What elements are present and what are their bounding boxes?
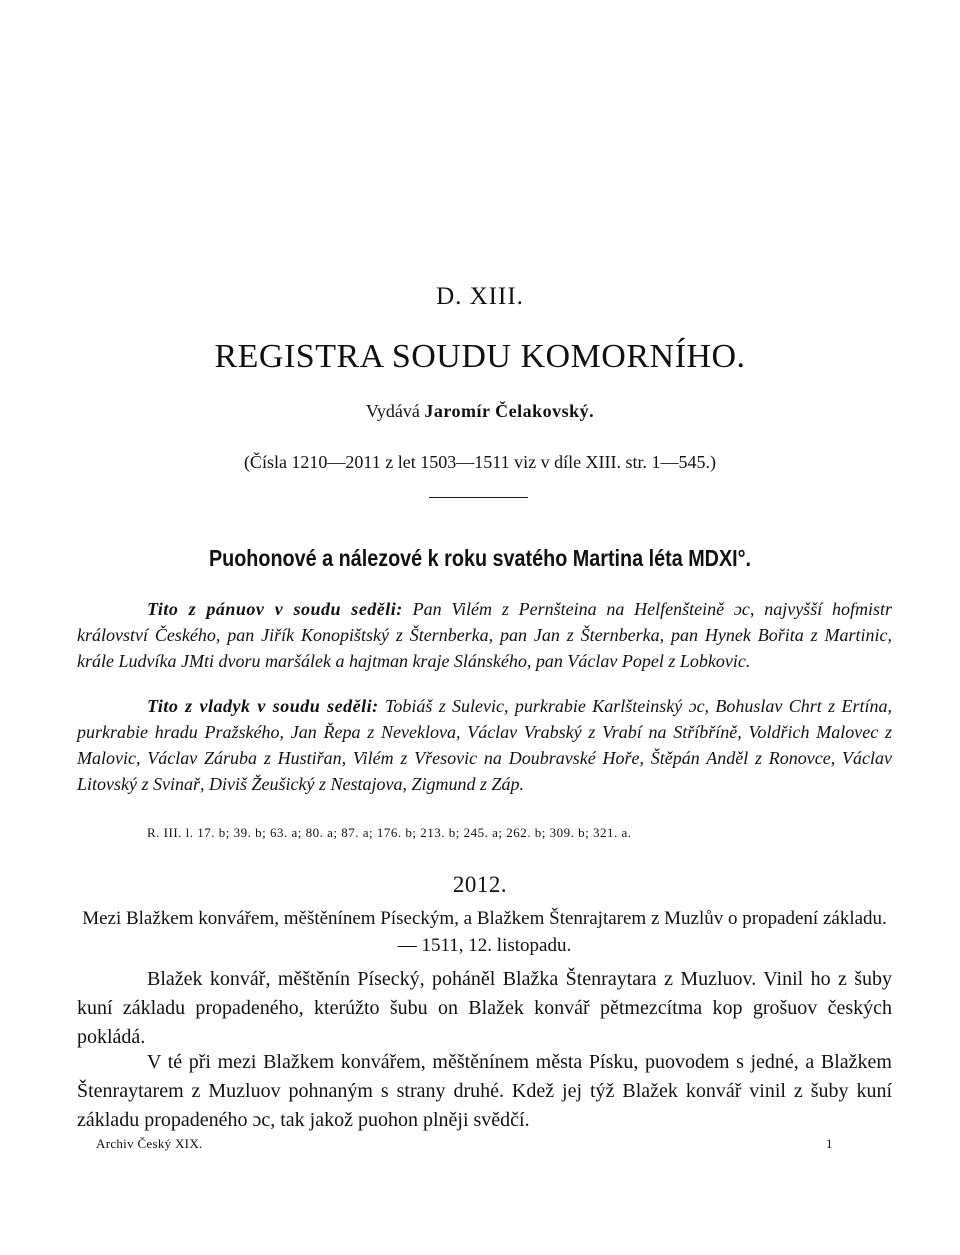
page-title: REGISTRA SOUDU KOMORNÍHO. xyxy=(214,338,746,375)
knights-list: Tobiáš z Sulevic, purkrabie Karlšteinský ɔc, Bohuslav Chrt z Ertína, purkrabie hradu Pražského, Jan Řepa z Neveklova, Václav Vrabský z Vrabí na Stříbříně, Voldřich Malovec z Malovic, Václav Záruba z Hustiřan, Vilém z Vřesovic na Doubravské Hoře, Štěpán Anděl z Ronovce, Václav Litovský z Svinař, Diviš Žeušický z Nestajova, Zigmund z Záp. xyxy=(77,696,893,794)
lords-paragraph xyxy=(77,596,892,674)
volume-scope-note: (Čísla 1210—2011 z let 1503—1511 viz v díle XIII. str. 1—545.) xyxy=(243,452,717,472)
entry-number: 2012. xyxy=(452,872,508,897)
page-number: 1 xyxy=(826,1136,833,1151)
entry-paragraph-2: V té při mezi Blažkem konvářem, měštěnínem města Písku, puovodem s jedné, a Blažkem Štenraytarem z Muzluov pohnaným s strany druhé. Kdež jej týž Blažek konvář vinil z šuby kuní základu propadeného ɔc, tak jakož puohon plněji svědčí. xyxy=(77,1051,892,1131)
document-number: D. XIII. xyxy=(436,283,524,310)
lords-list: Pan Vilém z Pernšteina na Helfenšteině ɔc, najvyšší hofmistr království Českého, pan Jiřík Konopištský z Šternberka, pan Jan z Šternberka, pan Hynek Bořita z Martinic, krále Ludvíka JMti dvoru maršálek a hajtman kraje Slánského, pan Václav Popel z Lobkovic. xyxy=(77,599,892,671)
knights-lead: Tito z vladyk v soudu seděli: xyxy=(147,696,379,716)
entry-regest: Mezi Blažkem konvářem, měštěnínem Píseckým, a Blažkem Štenrajtarem z Muzlův o propadení základu. — 1511, 12. listopadu. xyxy=(82,908,887,956)
register-references: R. III. l. 17. b; 39. b; 63. a; 80. a; 87. a; 176. b; 213. b; 245. a; 262. b; 309. b; 321. a. xyxy=(147,825,632,840)
editor-name: Jaromír Čelakovský. xyxy=(424,401,595,421)
title-divider xyxy=(429,497,528,498)
editor-prefix: Vydává xyxy=(365,401,420,421)
session-heading: Puohonové a nálezové k roku svatého Martina léta MDXI°. xyxy=(208,545,752,571)
publication-footer: Archiv Český XIX. xyxy=(96,1136,203,1151)
knights-paragraph xyxy=(77,693,892,797)
entry-paragraph-1: Blažek konvář, měštěnín Písecký, poháněl Blažka Štenraytara z Muzluov. Vinil ho z šuby kuní základu propadeného, kterúžto šubu on Blažek konvář pětmezcítma kop grošuov českých pokládá. xyxy=(77,968,892,1048)
editor-line xyxy=(0,401,960,422)
lords-lead: Tito z pánuov v soudu seděli: xyxy=(147,599,403,619)
